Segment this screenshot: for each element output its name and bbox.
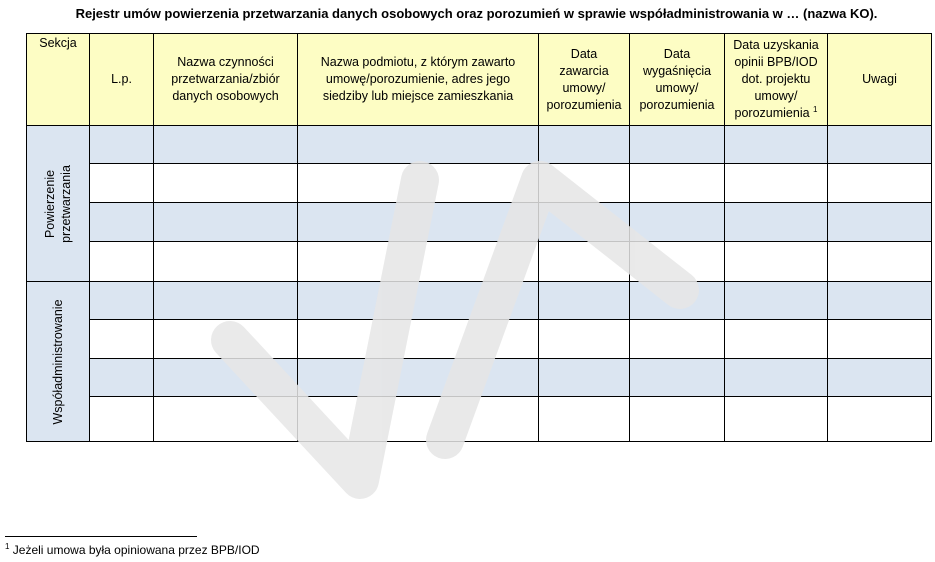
cell-lp[interactable] — [90, 126, 154, 164]
cell-uwagi[interactable] — [828, 397, 932, 442]
header-data-opinii-text: Data uzyskania opinii BPB/IOD dot. projektu umowy/ porozumienia — [733, 38, 819, 120]
cell-nazwa-podmiotu[interactable] — [298, 282, 539, 320]
document-title: Rejestr umów powierzenia przetwarzania danych osobowych oraz porozumień w sprawie współadministrowania w … (nazwa KO). — [75, 6, 878, 21]
cell-lp[interactable] — [90, 242, 154, 282]
cell-uwagi[interactable] — [828, 282, 932, 320]
cell-nazwa-podmiotu[interactable] — [298, 126, 539, 164]
table-row — [27, 164, 932, 203]
cell-nazwa-podmiotu[interactable] — [298, 359, 539, 397]
cell-data-wygasniecia[interactable] — [630, 242, 725, 282]
cell-data-wygasniecia[interactable] — [630, 320, 725, 359]
cell-data-opinii[interactable] — [725, 397, 828, 442]
footnote-divider — [5, 536, 197, 537]
header-lp: L.p. — [90, 34, 154, 126]
header-data-opinii — [725, 34, 828, 126]
cell-data-opinii[interactable] — [725, 320, 828, 359]
cell-uwagi[interactable] — [828, 320, 932, 359]
cell-uwagi[interactable] — [828, 242, 932, 282]
header-data-wygasniecia: Data wygaśnięcia umowy/ porozumienia — [630, 34, 725, 126]
cell-data-opinii[interactable] — [725, 126, 828, 164]
cell-uwagi[interactable] — [828, 203, 932, 242]
cell-lp[interactable] — [90, 203, 154, 242]
cell-data-zawarcia[interactable] — [539, 397, 630, 442]
cell-nazwa-czynnosci[interactable] — [154, 164, 298, 203]
cell-nazwa-podmiotu[interactable] — [298, 242, 539, 282]
section-wspoladministrowanie-label: Współadministrowanie — [51, 298, 65, 425]
cell-data-zawarcia[interactable] — [539, 164, 630, 203]
cell-data-opinii[interactable] — [725, 242, 828, 282]
footnote — [5, 543, 260, 557]
cell-uwagi[interactable] — [828, 164, 932, 203]
header-sekcja: Sekcja — [27, 34, 90, 126]
cell-data-wygasniecia[interactable] — [630, 282, 725, 320]
cell-data-zawarcia[interactable] — [539, 126, 630, 164]
cell-data-opinii[interactable] — [725, 164, 828, 203]
cell-nazwa-czynnosci[interactable] — [154, 126, 298, 164]
cell-nazwa-czynnosci[interactable] — [154, 203, 298, 242]
cell-data-zawarcia[interactable] — [539, 359, 630, 397]
cell-nazwa-czynnosci[interactable] — [154, 397, 298, 442]
header-uwagi: Uwagi — [828, 34, 932, 126]
header-data-zawarcia: Data zawarcia umowy/ porozumienia — [539, 34, 630, 126]
cell-nazwa-czynnosci[interactable] — [154, 320, 298, 359]
footnote-ref: 1 — [813, 104, 818, 114]
cell-nazwa-czynnosci[interactable] — [154, 359, 298, 397]
cell-data-opinii[interactable] — [725, 359, 828, 397]
cell-nazwa-czynnosci[interactable] — [154, 242, 298, 282]
table-row — [27, 320, 932, 359]
cell-data-opinii[interactable] — [725, 203, 828, 242]
footnote-text: Jeżeli umowa była opiniowana przez BPB/IOD — [12, 543, 260, 557]
cell-data-zawarcia[interactable] — [539, 242, 630, 282]
cell-uwagi[interactable] — [828, 126, 932, 164]
cell-lp[interactable] — [90, 282, 154, 320]
table-row — [27, 242, 932, 282]
cell-nazwa-czynnosci[interactable] — [154, 282, 298, 320]
cell-data-wygasniecia[interactable] — [630, 203, 725, 242]
cell-data-wygasniecia[interactable] — [630, 164, 725, 203]
section-powierzenie-label: Powierzenie przetwarzania — [43, 164, 73, 243]
cell-lp[interactable] — [90, 397, 154, 442]
section-powierzenie — [27, 126, 90, 282]
cell-lp[interactable] — [90, 320, 154, 359]
cell-data-wygasniecia[interactable] — [630, 126, 725, 164]
table-row — [27, 359, 932, 397]
table-row — [27, 282, 932, 320]
table-row — [27, 397, 932, 442]
header-nazwa-czynnosci: Nazwa czynności przetwarzania/zbiór danych osobowych — [154, 34, 298, 126]
cell-nazwa-podmiotu[interactable] — [298, 397, 539, 442]
footnote-marker: 1 — [5, 542, 10, 551]
cell-nazwa-podmiotu[interactable] — [298, 203, 539, 242]
cell-nazwa-podmiotu[interactable] — [298, 164, 539, 203]
table-row — [27, 203, 932, 242]
cell-lp[interactable] — [90, 164, 154, 203]
cell-data-zawarcia[interactable] — [539, 282, 630, 320]
header-row — [27, 34, 932, 126]
cell-data-wygasniecia[interactable] — [630, 359, 725, 397]
section-wspoladministrowanie — [27, 282, 90, 442]
cell-uwagi[interactable] — [828, 359, 932, 397]
table-row — [27, 126, 932, 164]
cell-lp[interactable] — [90, 359, 154, 397]
register-table — [26, 33, 932, 442]
header-nazwa-podmiotu: Nazwa podmiotu, z którym zawarto umowę/porozumienie, adres jego siedziby lub miejsce zamieszkania — [298, 34, 539, 126]
cell-data-zawarcia[interactable] — [539, 203, 630, 242]
cell-nazwa-podmiotu[interactable] — [298, 320, 539, 359]
cell-data-zawarcia[interactable] — [539, 320, 630, 359]
cell-data-wygasniecia[interactable] — [630, 397, 725, 442]
cell-data-opinii[interactable] — [725, 282, 828, 320]
